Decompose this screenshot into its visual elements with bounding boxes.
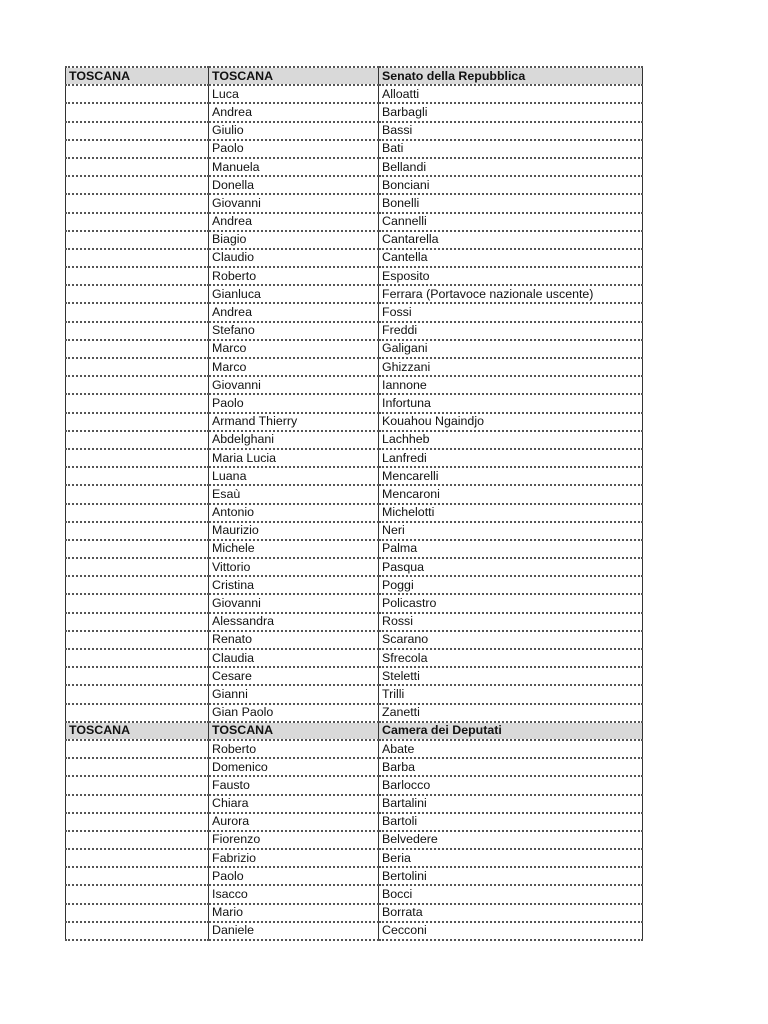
first-name-cell: Gianni (209, 685, 379, 703)
last-name-cell: Zanetti (379, 704, 643, 722)
last-name-cell: Alloatti (379, 85, 643, 103)
candidate-row (66, 904, 643, 922)
first-name-cell: Alessandra (209, 613, 379, 631)
first-name-cell: Giovanni (209, 376, 379, 394)
last-name-cell: Barbagli (379, 103, 643, 121)
candidate-row (66, 740, 643, 758)
candidate-row (66, 413, 643, 431)
last-name-cell: Beria (379, 849, 643, 867)
last-name-cell: Bonelli (379, 194, 643, 212)
candidate-row (66, 322, 643, 340)
region-cell (66, 831, 209, 849)
first-name-cell: Fiorenzo (209, 831, 379, 849)
chamber-header-cell: Senato della Repubblica (379, 67, 643, 85)
candidate-row (66, 649, 643, 667)
region-cell (66, 249, 209, 267)
last-name-cell: Scarano (379, 631, 643, 649)
first-name-cell: Marco (209, 358, 379, 376)
candidate-row (66, 631, 643, 649)
region-cell (66, 231, 209, 249)
last-name-cell: Ghizzani (379, 358, 643, 376)
first-name-cell: Daniele (209, 922, 379, 940)
first-name-cell: Giovanni (209, 194, 379, 212)
last-name-cell: Ferrara (Portavoce nazionale uscente) (379, 285, 643, 303)
last-name-cell: Kouahou Ngaindjo (379, 413, 643, 431)
region-cell (66, 358, 209, 376)
candidate-list-sheet (65, 66, 642, 941)
first-name-cell: Antonio (209, 504, 379, 522)
region-cell (66, 504, 209, 522)
last-name-cell: Mencaroni (379, 485, 643, 503)
last-name-cell: Belvedere (379, 831, 643, 849)
last-name-cell: Freddi (379, 322, 643, 340)
chamber-header-cell: Camera dei Deputati (379, 722, 643, 740)
section-header-row (66, 722, 643, 740)
candidate-row (66, 504, 643, 522)
candidate-row (66, 231, 643, 249)
candidate-row (66, 776, 643, 794)
candidate-row (66, 267, 643, 285)
last-name-cell: Bartoli (379, 813, 643, 831)
last-name-cell: Bassi (379, 122, 643, 140)
first-name-cell: Claudia (209, 649, 379, 667)
first-name-cell: Marco (209, 340, 379, 358)
candidate-row (66, 813, 643, 831)
region-cell (66, 303, 209, 321)
first-name-cell: Maria Lucia (209, 449, 379, 467)
region-cell (66, 394, 209, 412)
region-cell (66, 667, 209, 685)
region-cell (66, 413, 209, 431)
candidate-row (66, 594, 643, 612)
first-name-cell: Paolo (209, 394, 379, 412)
first-name-cell: Roberto (209, 740, 379, 758)
candidate-row (66, 122, 643, 140)
last-name-cell: Borrata (379, 904, 643, 922)
first-name-cell: Renato (209, 631, 379, 649)
last-name-cell: Steletti (379, 667, 643, 685)
region-cell (66, 103, 209, 121)
candidate-row (66, 467, 643, 485)
region-cell (66, 867, 209, 885)
first-name-cell: Luana (209, 467, 379, 485)
candidate-row (66, 431, 643, 449)
region-cell (66, 322, 209, 340)
last-name-cell: Bonciani (379, 176, 643, 194)
candidate-row (66, 176, 643, 194)
candidate-row (66, 849, 643, 867)
first-name-cell: Gianluca (209, 285, 379, 303)
first-name-cell: Giulio (209, 122, 379, 140)
first-name-cell: Fausto (209, 776, 379, 794)
first-name-cell: Donella (209, 176, 379, 194)
candidate-row (66, 704, 643, 722)
candidate-row (66, 213, 643, 231)
last-name-cell: Cantarella (379, 231, 643, 249)
first-name-cell: Mario (209, 904, 379, 922)
region-cell (66, 522, 209, 540)
first-name-cell: Manuela (209, 158, 379, 176)
last-name-cell: Trilli (379, 685, 643, 703)
candidate-row (66, 667, 643, 685)
region-cell (66, 776, 209, 794)
candidate-row (66, 831, 643, 849)
first-name-cell: Armand Thierry (209, 413, 379, 431)
candidate-row (66, 685, 643, 703)
first-name-cell: Paolo (209, 140, 379, 158)
first-name-cell: Paolo (209, 867, 379, 885)
last-name-cell: Lachheb (379, 431, 643, 449)
candidate-row (66, 249, 643, 267)
region-cell (66, 704, 209, 722)
region-header-cell-2: TOSCANA (209, 67, 379, 85)
last-name-cell: Sfrecola (379, 649, 643, 667)
candidate-row (66, 85, 643, 103)
candidate-row (66, 885, 643, 903)
candidate-row (66, 303, 643, 321)
first-name-cell: Maurizio (209, 522, 379, 540)
last-name-cell: Bartalini (379, 795, 643, 813)
candidate-table (65, 66, 643, 941)
region-cell (66, 740, 209, 758)
last-name-cell: Palma (379, 540, 643, 558)
region-cell (66, 540, 209, 558)
first-name-cell: Isacco (209, 885, 379, 903)
region-cell (66, 122, 209, 140)
region-cell (66, 213, 209, 231)
last-name-cell: Barlocco (379, 776, 643, 794)
first-name-cell: Luca (209, 85, 379, 103)
candidate-row (66, 758, 643, 776)
candidate-row (66, 194, 643, 212)
first-name-cell: Domenico (209, 758, 379, 776)
region-cell (66, 922, 209, 940)
region-cell (66, 631, 209, 649)
last-name-cell: Esposito (379, 267, 643, 285)
first-name-cell: Gian Paolo (209, 704, 379, 722)
region-cell (66, 176, 209, 194)
first-name-cell: Giovanni (209, 594, 379, 612)
first-name-cell: Vittorio (209, 558, 379, 576)
last-name-cell: Cannelli (379, 213, 643, 231)
first-name-cell: Cesare (209, 667, 379, 685)
region-cell (66, 467, 209, 485)
first-name-cell: Andrea (209, 303, 379, 321)
candidate-row (66, 140, 643, 158)
candidate-row (66, 158, 643, 176)
region-cell (66, 758, 209, 776)
candidate-row (66, 285, 643, 303)
last-name-cell: Pasqua (379, 558, 643, 576)
region-cell (66, 594, 209, 612)
last-name-cell: Bati (379, 140, 643, 158)
region-cell (66, 613, 209, 631)
first-name-cell: Abdelghani (209, 431, 379, 449)
candidate-row (66, 558, 643, 576)
last-name-cell: Bocci (379, 885, 643, 903)
section-header-row (66, 67, 643, 85)
last-name-cell: Michelotti (379, 504, 643, 522)
candidate-row (66, 376, 643, 394)
region-cell (66, 85, 209, 103)
region-cell (66, 558, 209, 576)
region-cell (66, 285, 209, 303)
candidate-row (66, 358, 643, 376)
last-name-cell: Mencarelli (379, 467, 643, 485)
last-name-cell: Rossi (379, 613, 643, 631)
region-cell (66, 813, 209, 831)
region-cell (66, 158, 209, 176)
candidate-row (66, 867, 643, 885)
region-header-cell: TOSCANA (66, 722, 209, 740)
last-name-cell: Iannone (379, 376, 643, 394)
region-cell (66, 795, 209, 813)
first-name-cell: Andrea (209, 213, 379, 231)
candidate-row (66, 795, 643, 813)
last-name-cell: Lanfredi (379, 449, 643, 467)
region-header-cell: TOSCANA (66, 67, 209, 85)
region-header-cell-2: TOSCANA (209, 722, 379, 740)
last-name-cell: Fossi (379, 303, 643, 321)
last-name-cell: Cantella (379, 249, 643, 267)
first-name-cell: Aurora (209, 813, 379, 831)
region-cell (66, 885, 209, 903)
region-cell (66, 376, 209, 394)
candidate-row (66, 394, 643, 412)
first-name-cell: Biagio (209, 231, 379, 249)
last-name-cell: Galigani (379, 340, 643, 358)
candidate-row (66, 576, 643, 594)
region-cell (66, 431, 209, 449)
candidate-row (66, 340, 643, 358)
candidate-table-body (66, 67, 643, 940)
first-name-cell: Esaù (209, 485, 379, 503)
candidate-row (66, 449, 643, 467)
candidate-row (66, 522, 643, 540)
first-name-cell: Fabrizio (209, 849, 379, 867)
region-cell (66, 140, 209, 158)
region-cell (66, 449, 209, 467)
last-name-cell: Abate (379, 740, 643, 758)
region-cell (66, 485, 209, 503)
last-name-cell: Cecconi (379, 922, 643, 940)
candidate-row (66, 540, 643, 558)
region-cell (66, 649, 209, 667)
candidate-row (66, 103, 643, 121)
region-cell (66, 849, 209, 867)
first-name-cell: Claudio (209, 249, 379, 267)
first-name-cell: Cristina (209, 576, 379, 594)
last-name-cell: Infortuna (379, 394, 643, 412)
region-cell (66, 267, 209, 285)
last-name-cell: Policastro (379, 594, 643, 612)
last-name-cell: Bellandi (379, 158, 643, 176)
candidate-row (66, 613, 643, 631)
candidate-row (66, 922, 643, 940)
last-name-cell: Poggi (379, 576, 643, 594)
last-name-cell: Bertolini (379, 867, 643, 885)
region-cell (66, 194, 209, 212)
first-name-cell: Roberto (209, 267, 379, 285)
first-name-cell: Michele (209, 540, 379, 558)
region-cell (66, 904, 209, 922)
region-cell (66, 340, 209, 358)
last-name-cell: Neri (379, 522, 643, 540)
first-name-cell: Andrea (209, 103, 379, 121)
first-name-cell: Chiara (209, 795, 379, 813)
region-cell (66, 685, 209, 703)
region-cell (66, 576, 209, 594)
last-name-cell: Barba (379, 758, 643, 776)
candidate-row (66, 485, 643, 503)
first-name-cell: Stefano (209, 322, 379, 340)
